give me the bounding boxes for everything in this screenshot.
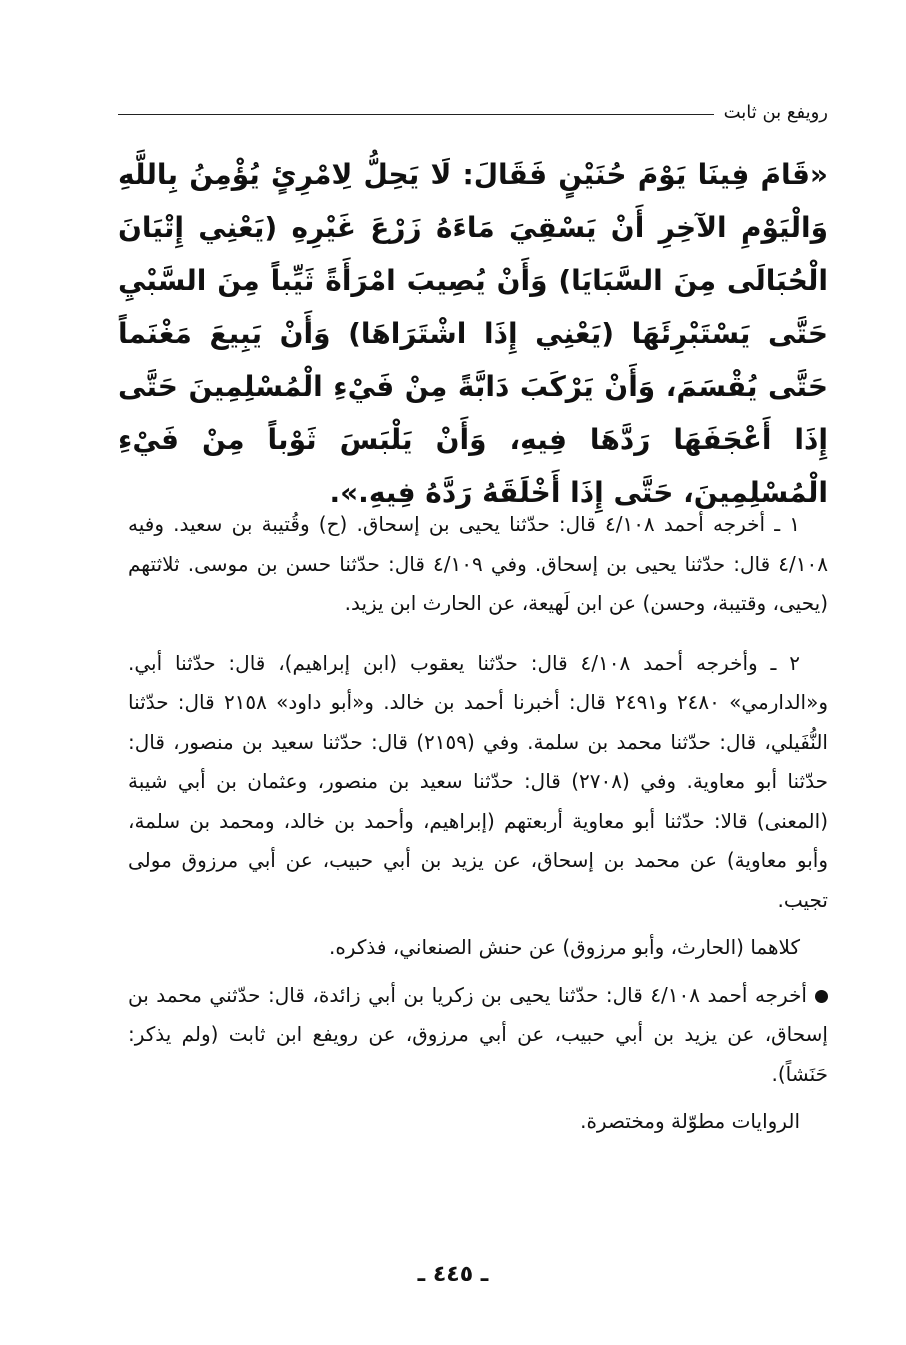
note-closing-line: الروايات مطوّلة ومختصرة. [580, 1109, 800, 1133]
bullet-icon [815, 990, 828, 1003]
note-1: ١ ـ أخرجه أحمد ٤/١٠٨ قال: حدّثنا يحيى بن إسحاق. (ح) وقُتيبة بن سعيد. وفيه ٤/١٠٨ قال: حدّثنا يحيى بن إسحاق. وفي ٤/١٠٩ قال: حدّثنا حسن بن موسى. ثلاثتهم (يحيى، وقتيبة، وحسن) عن ابن لَهيعة، عن الحارث ابن يزيد. [128, 512, 828, 615]
hadith-text: «قَامَ فِينَا يَوْمَ حُنَيْنٍ فَقَالَ: لَا يَحِلُّ لِامْرِئٍ يُؤْمِنُ بِاللَّهِ وَالْيَوْمِ الآخِرِ أَنْ يَسْقِيَ مَاءَهُ زَرْعَ غَيْرِهِ (يَعْنِي إِتْيَانَ الْحُبَالَى مِنَ السَّبَايَا) وَأَنْ يُصِيبَ امْرَأَةً ثَيِّباً مِنَ السَّبْيِ حَتَّى يَسْتَبْرِئَهَا (يَعْنِي إِذَا اشْتَرَاهَا) وَأَنْ يَبِيعَ مَغْنَماً حَتَّى يُقْسَمَ، وَأَنْ يَرْكَبَ دَابَّةً مِنْ فَيْءِ الْمُسْلِمِينَ حَتَّى إِذَا أَعْجَفَهَا رَدَّهَا فِيهِ، وَأَنْ يَلْبَسَ ثَوْباً مِنْ فَيْءِ الْمُسْلِمِينَ، حَتَّى إِذَا أَخْلَقَهُ رَدَّهُ فِيهِ.». [118, 158, 828, 509]
running-header [118, 100, 828, 130]
footnotes [128, 505, 828, 1142]
note-bullet-text: أخرجه أحمد ٤/١٠٨ قال: حدّثنا يحيى بن زكريا بن أبي زائدة، قال: حدّثني محمد بن إسحاق، عن يزيد بن أبي حبيب، عن أبي مرزوق، عن رويفع ابن ثابت (ولم يذكر: حَنَشاً). [128, 982, 828, 1086]
note-2: ٢ ـ وأخرجه أحمد ٤/١٠٨ قال: حدّثنا يعقوب (ابن إبراهيم)، قال: حدّثنا أبي. و«الدارمي» ٢٤٨٠ و٢٤٩١ قال: أخبرنا أحمد بن خالد. و«أبو داود» ٢١٥٨ قال: حدّثنا النُّفَيلي، قال: حدّثنا محمد بن سلمة. وفي (٢١٥٩) قال: حدّثنا سعيد بن منصور، قال: حدّثنا أبو معاوية. وفي (٢٧٠٨) قال: حدّثنا سعيد بن منصور، وعثمان بن أبي شيبة (المعنى) قالا: حدّثنا أبو معاوية أربعتهم (إبراهيم، وأحمد بن خالد، ومحمد بن سلمة، وأبو معاوية) عن محمد بن إسحاق، عن يزيد بن أبي حبيب، عن أبي مرزوق مولى تجيب. [128, 650, 829, 912]
note-bullet [128, 976, 828, 1095]
note-both-line: كلاهما (الحارث، وأبو مرزوق) عن حنش الصنعاني، فذكره. [328, 935, 800, 959]
page-number: ـ ٤٤٥ ـ [417, 1262, 489, 1287]
running-title: رويفع بن ثابت [714, 100, 828, 126]
